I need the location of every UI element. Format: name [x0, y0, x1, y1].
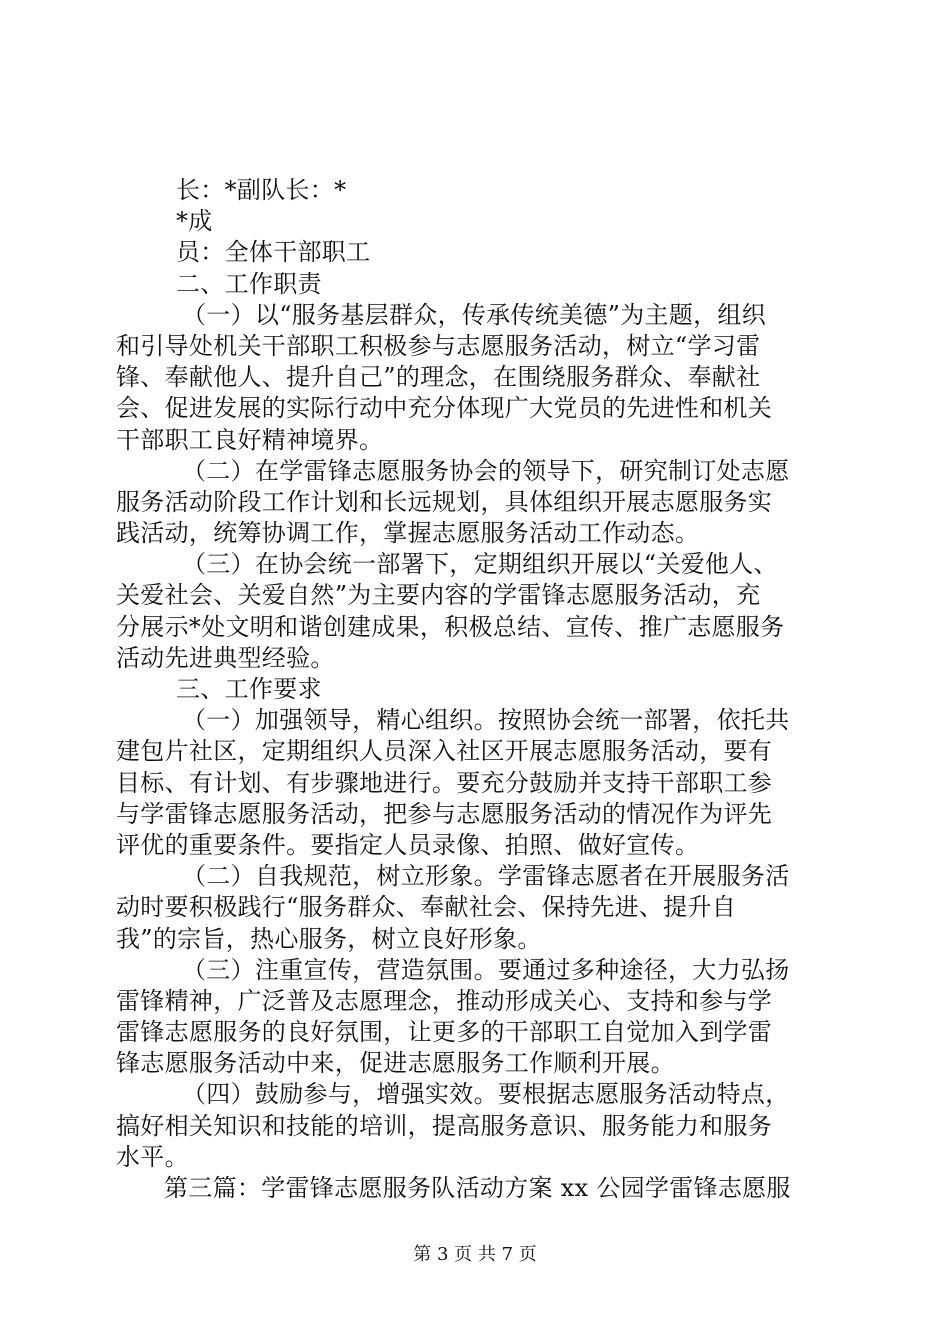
- text-line: （四）鼓励参与，增强实效。要根据志愿服务活动特点，: [182, 1080, 790, 1109]
- document-body: [116, 175, 836, 1204]
- text-line: 长：*副队长：*: [176, 176, 347, 204]
- text-line: （三）注重宣传，营造氛围。要通过多种途径，大力弘扬: [182, 955, 790, 984]
- text-line: 搞好相关知识和技能的培训，提高服务意识、服务能力和服务: [116, 1111, 773, 1140]
- text-line: 锋志愿服务活动中来，促进志愿服务工作顺利开展。: [116, 1049, 675, 1078]
- text-line: （二）在学雷锋志愿服务协会的领导下，研究制订处志愿: [182, 456, 790, 485]
- text-line: 动时要积极践行“服务群众、奉献社会、保持先进、提升自: [116, 893, 737, 922]
- text-line: *成: [176, 207, 213, 236]
- text-line: 践活动，统筹协调工作，掌握志愿服务活动工作动态。: [116, 519, 700, 548]
- text-line: 干部职工良好精神境界。: [116, 425, 384, 454]
- page-footer: 第 3 页 共 7 页: [413, 1244, 537, 1265]
- text-line: 三、工作要求: [176, 675, 322, 703]
- text-line: （二）自我规范，树立形象。学雷锋志愿者在开展服务活: [182, 862, 790, 891]
- text-line: 目标、有计划、有步骤地进行。要充分鼓励并支持干部职工参: [116, 768, 773, 797]
- text-line: 我”的宗旨，热心服务，树立良好形象。: [116, 924, 542, 953]
- text-line: （一）以“服务基层群众，传承传统美德”为主题，组织: [182, 300, 767, 329]
- text-line: 活动先进典型经验。: [116, 643, 335, 672]
- text-line: 锋、奉献他人、提升自己”的理念，在围绕服务群众、奉献社: [116, 363, 761, 392]
- text-line: 关爱社会、关爱自然”为主要内容的学雷锋志愿服务活动，充: [116, 581, 761, 610]
- text-line: 第三篇：学雷锋志愿服务队活动方案 xx 公园学雷锋志愿服: [164, 1174, 791, 1202]
- text-line: 雷锋志愿服务的良好氛围，让更多的干部职工自觉加入到学雷: [116, 1018, 773, 1047]
- text-line: （一）加强领导，精心组织。按照协会统一部署，依托共: [182, 706, 790, 735]
- text-line: 员：全体干部职工: [176, 238, 371, 267]
- text-line: 二、工作职责: [176, 269, 322, 298]
- text-line: 会、促进发展的实际行动中充分体现广大党员的先进性和机关: [116, 394, 773, 423]
- text-line: 建包片社区，定期组织人员深入社区开展志愿服务活动，要有: [116, 737, 773, 766]
- text-line: 水平。: [116, 1142, 189, 1171]
- text-line: （三）在协会统一部署下，定期组织开展以“关爱他人、: [182, 550, 778, 579]
- text-line: 和引导处机关干部职工积极参与志愿服务活动，树立“学习雷: [116, 331, 761, 360]
- text-line: 评优的重要条件。要指定人员录像、拍照、做好宣传。: [116, 830, 700, 859]
- text-line: 服务活动阶段工作计划和长远规划，具体组织开展志愿服务实: [116, 487, 773, 516]
- text-line: 雷锋精神，广泛普及志愿理念，推动形成关心、支持和参与学: [116, 986, 773, 1015]
- text-line: 与学雷锋志愿服务活动，把参与志愿服务活动的情况作为评先: [116, 799, 773, 828]
- text-line: 分展示*处文明和谐创建成果，积极总结、宣传、推广志愿服务: [116, 612, 785, 641]
